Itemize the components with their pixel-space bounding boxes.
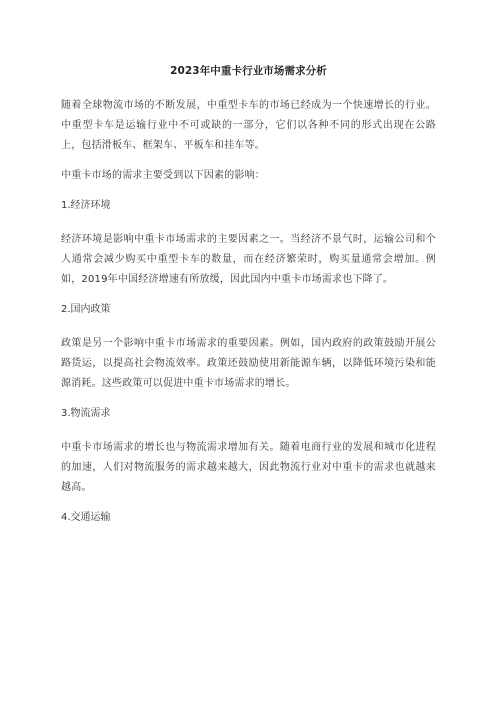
section-body-economy: 经济环境是影响中重卡市场需求的主要因素之一。当经济不景气时，运输公司和个人通常会减少购买中重型卡车的数量，而在经济繁荣时，购买量通常会增加。例如，2019年中国经济增速有所放缓，因此国内中重卡市场需求也下降了。 [61,234,436,285]
section-heading-policy: 2.国内政策 [61,304,111,315]
section-body-policy: 政策是另一个影响中重卡市场需求的重要因素。例如，国内政府的政策鼓励开展公路货运，以提高社会物流效率。政策还鼓励使用新能源车辆，以降低环境污染和能源消耗。这些政策可以促进中重卡市场需求的增长。 [61,338,436,389]
document-title: 2023年中重卡行业市场需求分析 [170,65,327,77]
section-heading-transport: 4.交通运输 [61,512,111,523]
lead-paragraph: 中重卡市场的需求主要受到以下因素的影响： [61,170,265,181]
intro-paragraph: 随着全球物流市场的不断发展，中重型卡车的市场已经成为一个快速增长的行业。中重型卡车是运输行业中不可或缺的一部分，它们以各种不同的形式出现在公路上，包括滑板车、框架车、平板车和挂车等。 [61,100,436,151]
section-body-logistics: 中重卡市场需求的增长也与物流需求增加有关。随着电商行业的发展和城市化进程的加速，人们对物流服务的需求越来越大，因此物流行业对中重卡的需求也就越来越高。 [61,442,436,493]
section-heading-logistics: 3.物流需求 [61,408,111,419]
section-heading-economy: 1.经济环境 [61,200,111,211]
